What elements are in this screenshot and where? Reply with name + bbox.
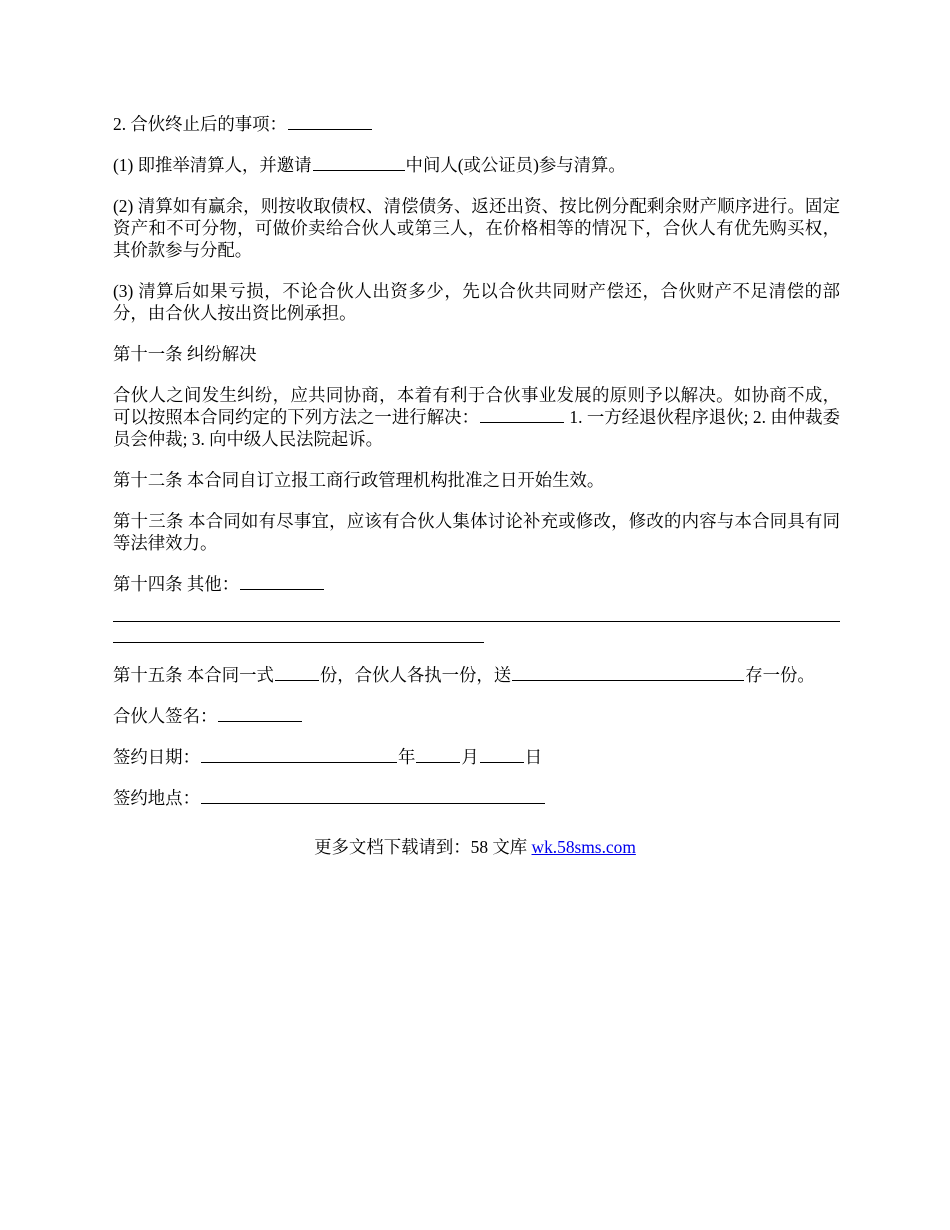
article-15-text-a: 第十五条 本合同一式 (113, 665, 274, 685)
sub-1-text-a: (1) 即推举清算人，并邀请 (113, 155, 312, 175)
blank-field[interactable] (275, 664, 319, 681)
blank-field[interactable] (512, 664, 744, 681)
item-2 (113, 113, 840, 135)
blank-field[interactable] (480, 406, 564, 423)
item-2-text: 2. 合伙终止后的事项： (113, 114, 287, 134)
article-12: 第十二条 本合同自订立报工商行政管理机构批准之日开始生效。 (113, 470, 605, 490)
signature-label: 合伙人签名： (113, 706, 218, 726)
sign-date (113, 746, 840, 768)
date-label: 签约日期： (113, 747, 200, 767)
item-2-sub-1 (113, 154, 840, 176)
footer (0, 836, 950, 858)
item-2-sub-2: (2) 清算如有赢余，则按收取债权、清偿债务、返还出资、按比例分配剩余财产顺序进行。固定资产和不可分物，可做价卖给合伙人或第三人，在价格相等的情况下，合伙人有优先购买权，其价款参与分配。 (113, 196, 840, 260)
sign-place (113, 787, 840, 809)
blank-field[interactable] (480, 746, 524, 763)
date-day: 日 (524, 747, 543, 767)
partner-signature (113, 705, 840, 727)
footer-link[interactable]: wk.58sms.com (531, 837, 636, 857)
footer-text: 更多文档下载请到：58 文库 (314, 837, 532, 857)
article-15-text-c: 存一份。 (745, 665, 815, 685)
date-month: 月 (461, 747, 479, 767)
date-year: 年 (397, 747, 416, 767)
blank-field[interactable] (416, 746, 460, 763)
article-15 (113, 664, 840, 686)
article-11-text (113, 384, 840, 450)
article-11-text-b: 1. 一方经退伙程序退伙; 2. 由仲裁委员会仲裁; 3. 向中级人民法院起诉。 (113, 407, 840, 449)
blank-field[interactable] (240, 573, 324, 590)
blank-field[interactable] (201, 746, 397, 763)
place-label: 签约地点： (113, 788, 200, 808)
blank-line[interactable] (113, 622, 484, 643)
article-13: 第十三条 本合同如有尽事宜，应该有合伙人集体讨论补充或修改，修改的内容与本合同具有同等法律效力。 (113, 511, 840, 553)
other-terms-lines[interactable] (113, 599, 840, 643)
item-2-sub-3: (3) 清算后如果亏损，不论合伙人出资多少，先以合伙共同财产偿还，合伙财产不足清偿的部分，由合伙人按出资比例承担。 (113, 281, 840, 323)
sub-1-text-b: 中间人(或公证员)参与清算。 (405, 155, 626, 175)
article-14-text: 第十四条 其他： (113, 574, 240, 594)
blank-field[interactable] (288, 113, 372, 130)
blank-field[interactable] (218, 705, 302, 722)
article-11-text-a: 合伙人之间发生纠纷，应共同协商，本着有利于合伙事业发展的原则予以解决。如协商不成，可以按照本合同约定的下列方法之一进行解决： (113, 385, 840, 427)
blank-line[interactable] (113, 599, 840, 622)
blank-field[interactable] (313, 154, 405, 171)
document-body (113, 113, 840, 828)
article-11-heading: 第十一条 纠纷解决 (113, 344, 257, 364)
article-14 (113, 573, 840, 595)
blank-field[interactable] (201, 787, 545, 804)
article-15-text-b: 份，合伙人各执一份，送 (319, 665, 512, 685)
